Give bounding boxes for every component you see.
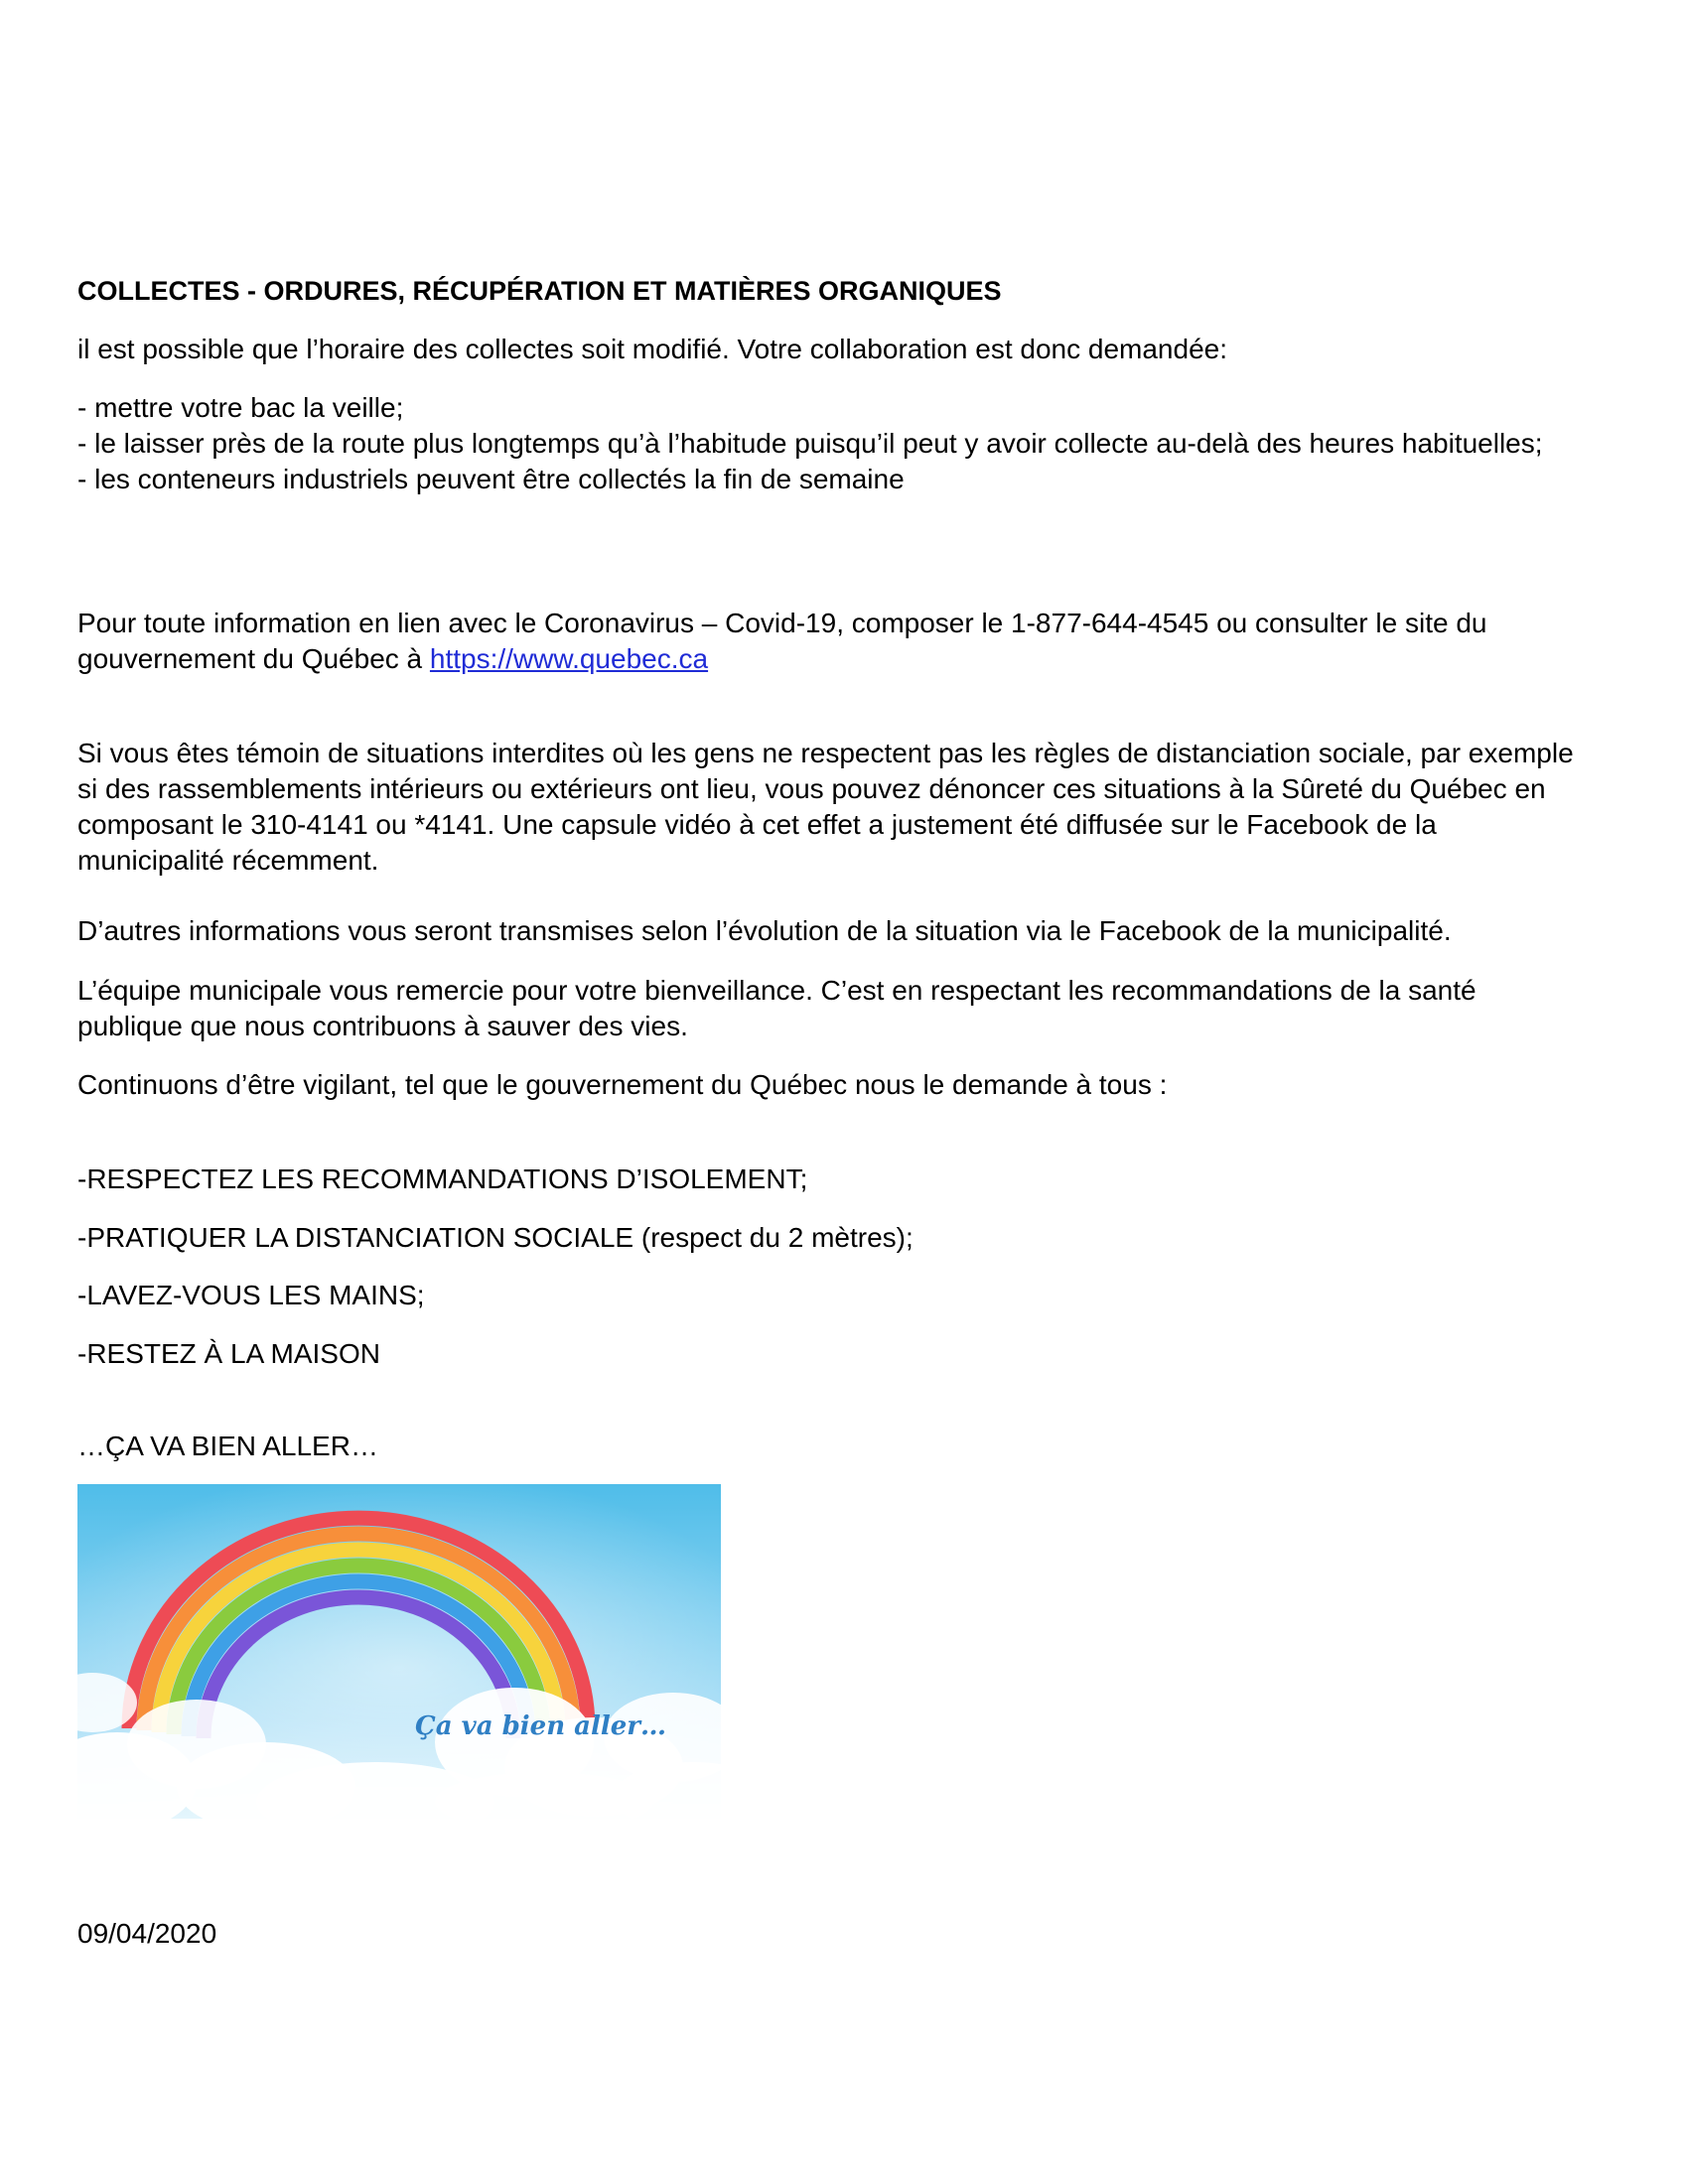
bullet-list xyxy=(77,390,1543,497)
info-text: Pour toute information en lien avec le Coronavirus – Covid-19, composer le 1-877-644-4545 ou consulter le site du gouvernement du Québec à xyxy=(77,608,1487,674)
thanks-paragraph: L’équipe municipale vous remercie pour votre bienveillance. C’est en respectant les recommandations de la santé publique que nous contribuons à sauver des vies. xyxy=(77,975,1477,1041)
bullet-item: - mettre votre bac la veille; xyxy=(77,392,404,423)
bullet-item: - le laisser près de la route plus longtemps qu’à l’habitude puisqu’il peut y avoir collecte au-delà des heures habituelles; xyxy=(77,428,1543,459)
directive-item: -LAVEZ-VOUS LES MAINS; xyxy=(77,1280,425,1310)
image-caption: Ça va bien aller… xyxy=(415,1711,666,1741)
info-paragraph xyxy=(77,606,1587,677)
vigilant-paragraph: Continuons d’être vigilant, tel que le gouvernement du Québec nous le demande à tous : xyxy=(77,1069,1168,1100)
report-paragraph: Si vous êtes témoin de situations interdites où les gens ne respectent pas les règles de distanciation sociale, par exemple si des rassemblements intérieurs ou extérieurs ont lieu, vous pouvez dénoncer ces situations à la Sûreté du Québec en composant le 310-4141 ou *4141. Une capsule vidéo à cet effet a justement été diffusée sur le Facebook de la municipalité récemment. xyxy=(77,738,1574,876)
closing-slogan: …ÇA VA BIEN ALLER… xyxy=(77,1431,378,1461)
bullet-item: - les conteneurs industriels peuvent être collectés la fin de semaine xyxy=(77,464,905,494)
document-date: 09/04/2020 xyxy=(77,1918,217,1949)
section-heading: COLLECTES - ORDURES, RÉCUPÉRATION ET MATIÈRES ORGANIQUES xyxy=(77,276,1002,306)
directive-item: -RESPECTEZ LES RECOMMANDATIONS D’ISOLEMENT; xyxy=(77,1163,808,1194)
rainbow-illustration xyxy=(77,1484,721,1819)
intro-paragraph: il est possible que l’horaire des collectes soit modifié. Votre collaboration est donc demandée: xyxy=(77,334,1227,364)
rainbow-image xyxy=(77,1484,721,1819)
updates-paragraph: D’autres informations vous seront transmises selon l’évolution de la situation via le Facebook de la municipalité. xyxy=(77,915,1452,946)
directive-item: -PRATIQUER LA DISTANCIATION SOCIALE (respect du 2 mètres); xyxy=(77,1222,914,1253)
quebec-link[interactable]: https://www.quebec.ca xyxy=(429,643,709,674)
directive-item: -RESTEZ À LA MAISON xyxy=(77,1338,380,1369)
